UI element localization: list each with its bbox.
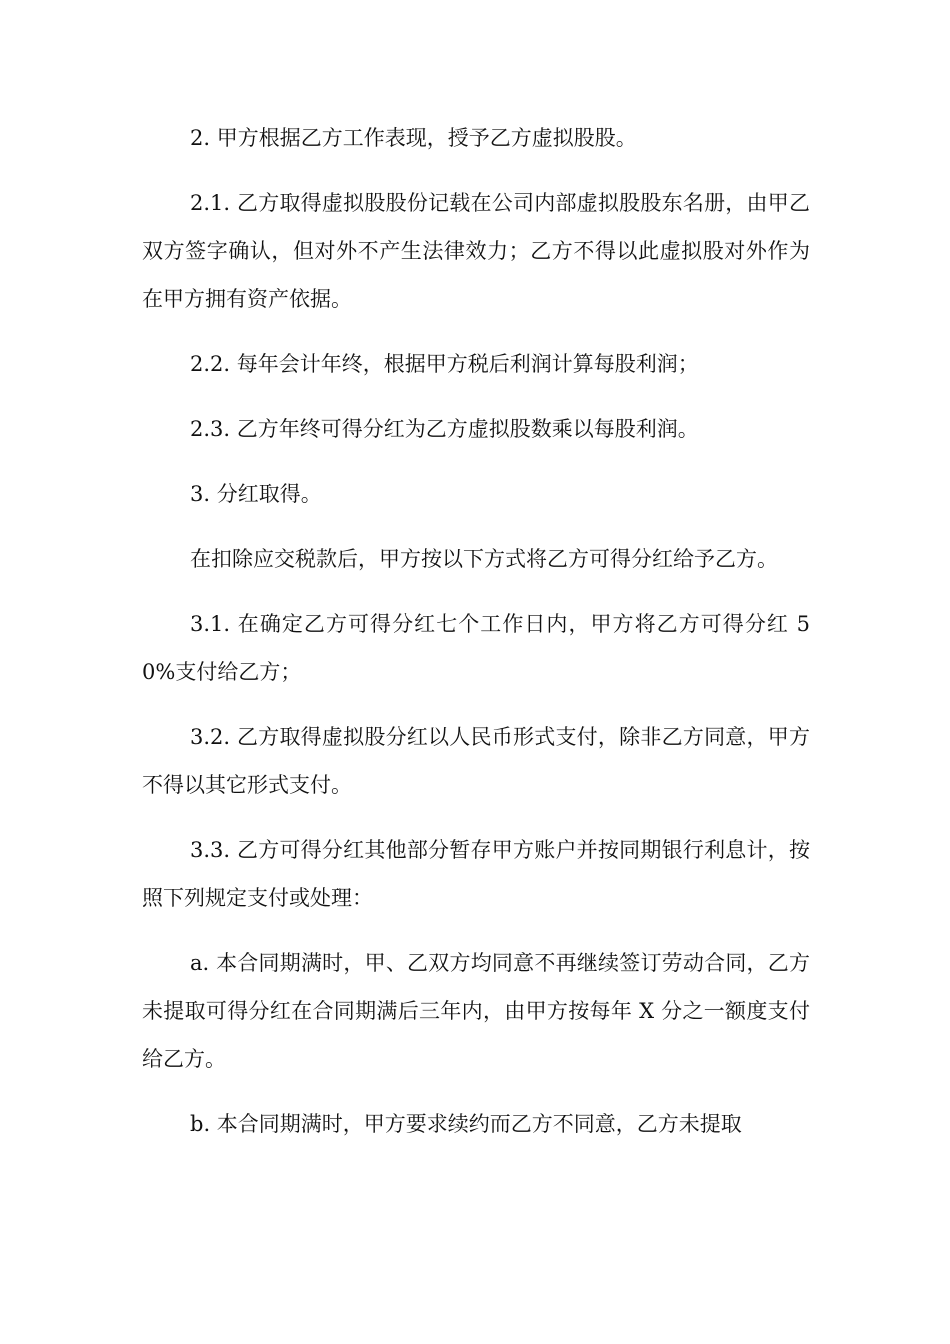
clause-3-1: 3.1. 在确定乙方可得分红七个工作日内，甲方将乙方可得分红 50%支付给乙方；	[142, 612, 810, 684]
clause-3-3-a: a. 本合同期满时，甲、乙双方均同意不再继续签订劳动合同，乙方未提取可得分红在合同期满后三年内，由甲方按每年 X 分之一额度支付给乙方。	[142, 951, 810, 1071]
clause-2: 2. 甲方根据乙方工作表现，授予乙方虚拟股股。	[190, 126, 637, 150]
clause-3-3-b: b. 本合同期满时，甲方要求续约而乙方不同意，乙方未提取	[190, 1112, 742, 1136]
clause-2-3: 2.3. 乙方年终可得分红为乙方虚拟股数乘以每股利润。	[190, 417, 699, 441]
clause-3-3: 3.3. 乙方可得分红其他部分暂存甲方账户并按同期银行利息计，按照下列规定支付或处理：	[142, 838, 810, 910]
clause-3: 3. 分红取得。	[190, 482, 322, 506]
clause-2-1: 2.1. 乙方取得虚拟股股份记载在公司内部虚拟股股东名册，由甲乙双方签字确认，但对外不产生法律效力；乙方不得以此虚拟股对外作为在甲方拥有资产依据。	[142, 191, 810, 311]
document-body	[142, 114, 810, 1165]
clause-2-2: 2.2. 每年会计年终，根据甲方税后利润计算每股利润；	[190, 352, 699, 376]
clause-3-2: 3.2. 乙方取得虚拟股分红以人民币形式支付，除非乙方同意，甲方不得以其它形式支付。	[142, 725, 810, 797]
clause-3-intro: 在扣除应交税款后，甲方按以下方式将乙方可得分红给予乙方。	[190, 547, 778, 571]
